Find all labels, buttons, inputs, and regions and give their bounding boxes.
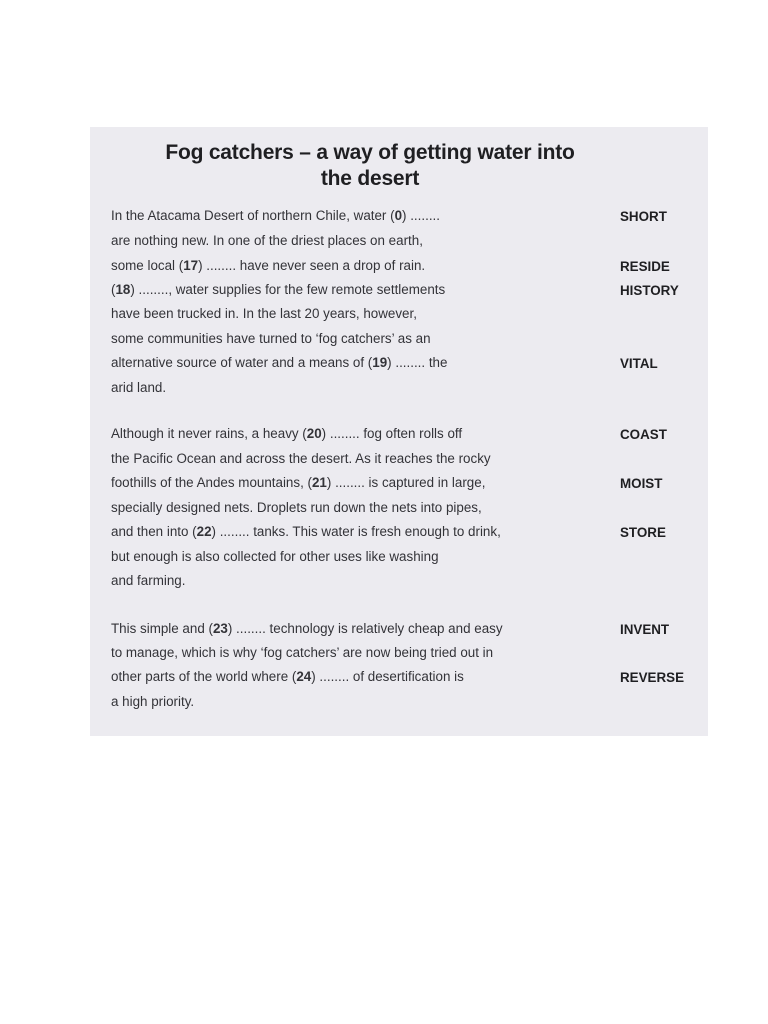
title-line-1: Fog catchers – a way of getting water into [165,141,575,164]
keyword-store: STORE [620,525,666,540]
keyword-history: HISTORY [620,283,679,298]
exercise-title [90,140,650,192]
text-line: and then into (22) ........ tanks. This water is fresh enough to drink, [111,524,501,539]
keyword-coast: COAST [620,427,667,442]
keyword-reverse: REVERSE [620,670,684,685]
text-line: alternative source of water and a means of (19) ........ the [111,355,448,370]
text-line: This simple and (23) ........ technology is relatively cheap and easy [111,621,503,636]
keyword-moist: MOIST [620,476,663,491]
text-line: Although it never rains, a heavy (20) ........ fog often rolls off [111,426,463,441]
text-line: (18) ........, water supplies for the few remote settlements [111,282,446,297]
text-line: the Pacific Ocean and across the desert. As it reaches the rocky [111,451,491,466]
text-line: and farming. [111,573,186,588]
title-line-2: the desert [320,167,420,190]
keyword-vital: VITAL [620,356,658,371]
text-line: arid land. [111,380,167,395]
text-line: but enough is also collected for other uses like washing [111,549,439,564]
keyword-reside: RESIDE [620,259,670,274]
text-line: to manage, which is why ‘fog catchers’ are now being tried out in [111,645,494,660]
text-line: some communities have turned to ‘fog catchers’ as an [111,331,431,346]
text-line: specially designed nets. Droplets run down the nets into pipes, [111,500,482,515]
exercise-scan [90,127,708,736]
keyword-short: SHORT [620,209,667,224]
text-line: some local (17) ........ have never seen a drop of rain. [111,258,426,273]
keyword-invent: INVENT [620,622,670,637]
text-line: have been trucked in. In the last 20 years, however, [111,306,417,321]
text-line: foothills of the Andes mountains, (21) ........ is captured in large, [111,475,486,490]
text-line: In the Atacama Desert of northern Chile, water (0) ........ [111,208,440,223]
text-line: are nothing new. In one of the driest places on earth, [111,233,423,248]
text-line: other parts of the world where (24) ........ of desertification is [111,669,464,684]
text-line: a high priority. [111,694,195,709]
